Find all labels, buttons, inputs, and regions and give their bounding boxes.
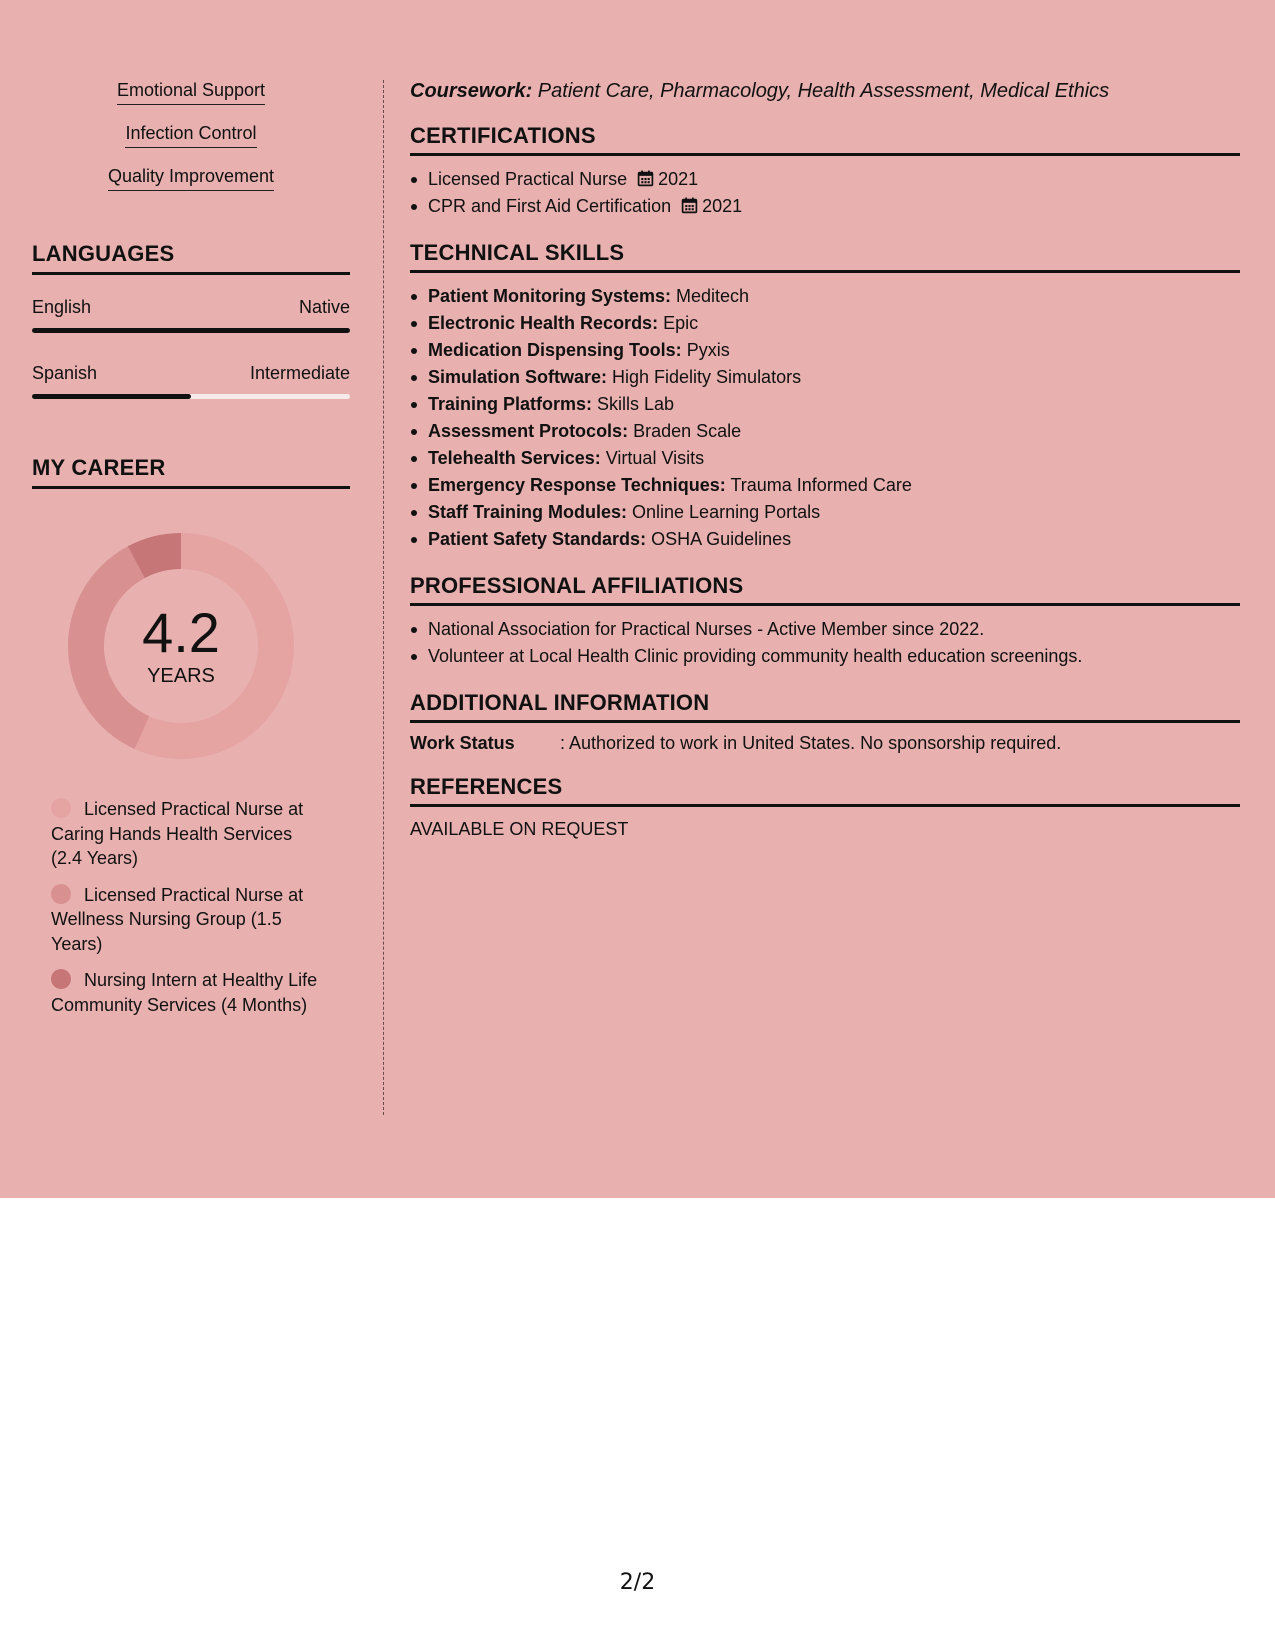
affiliations-title: PROFESSIONAL AFFILIATIONS xyxy=(410,573,1240,606)
career-unit: YEARS xyxy=(147,664,215,687)
language-bar-fill xyxy=(32,328,350,333)
career-legend xyxy=(32,797,322,1017)
certifications-title: CERTIFICATIONS xyxy=(410,123,1240,156)
legend-dot xyxy=(51,884,71,904)
calendar-icon xyxy=(681,197,698,214)
career-legend-item: Licensed Practical Nurse at Wellness Nursing Group (1.5 Years) xyxy=(51,884,304,954)
references-title: REFERENCES xyxy=(410,774,1240,807)
technical-skill-item: Emergency Response Techniques: Trauma Informed Care xyxy=(410,472,1240,499)
languages-list xyxy=(32,297,350,399)
column-divider xyxy=(383,80,384,1115)
skill-item: Infection Control xyxy=(32,123,350,148)
donut-center xyxy=(66,531,296,761)
coursework: Coursework: Patient Care, Pharmacology, Health Assessment, Medical Ethics xyxy=(410,80,1110,102)
technical-skill-item: Training Platforms: Skills Lab xyxy=(410,391,1240,418)
affiliation-item: National Association for Practical Nurses - Active Member since 2022. xyxy=(410,616,1240,643)
technical-skill-item: Patient Monitoring Systems: Meditech xyxy=(410,283,1240,310)
languages-title: LANGUAGES xyxy=(32,241,350,275)
language-name: Spanish xyxy=(32,363,98,383)
certifications-section xyxy=(410,123,1240,220)
work-status-value: : Authorized to work in United States. No sponsorship required. xyxy=(560,733,1062,753)
career-donut-chart xyxy=(66,531,296,761)
technical-skills-title: TECHNICAL SKILLS xyxy=(410,240,1240,273)
main-content xyxy=(410,80,1240,840)
legend-dot xyxy=(51,798,71,818)
language-row xyxy=(32,297,350,318)
additional-info-title: ADDITIONAL INFORMATION xyxy=(410,690,1240,723)
page-number: 2/2 xyxy=(619,1570,656,1595)
skills-list xyxy=(32,80,350,191)
career-total: 4.2 xyxy=(142,600,220,664)
certifications-list xyxy=(410,166,1240,220)
references-section xyxy=(410,774,1240,840)
legend-dot xyxy=(51,969,71,989)
technical-skill-item: Patient Safety Standards: OSHA Guidelines xyxy=(410,526,1240,553)
technical-skill-item: Assessment Protocols: Braden Scale xyxy=(410,418,1240,445)
affiliation-item: Volunteer at Local Health Clinic providing community health education screenings. xyxy=(410,643,1240,670)
career-legend-item: Nursing Intern at Healthy Life Community Services (4 Months) xyxy=(51,970,318,1015)
references-text: AVAILABLE ON REQUEST xyxy=(410,819,629,839)
technical-skill-item: Staff Training Modules: Online Learning Portals xyxy=(410,499,1240,526)
career-legend-item: Licensed Practical Nurse at Caring Hands Health Services (2.4 Years) xyxy=(51,799,304,868)
skill-item: Emotional Support xyxy=(32,80,350,105)
technical-skills-section xyxy=(410,240,1240,553)
work-status-row xyxy=(410,733,1240,754)
language-bar xyxy=(32,394,350,399)
certification-item: CPR and First Aid Certification 2021 xyxy=(410,193,1240,220)
affiliations-section xyxy=(410,573,1240,670)
skill-item: Quality Improvement xyxy=(32,166,350,191)
language-name: English xyxy=(32,297,92,317)
language-level: Native xyxy=(298,297,350,317)
sidebar xyxy=(32,80,350,1029)
certification-item: Licensed Practical Nurse 2021 xyxy=(410,166,1240,193)
language-bar-fill xyxy=(32,394,191,399)
technical-skills-list xyxy=(410,283,1240,553)
language-row xyxy=(32,363,350,384)
affiliations-list xyxy=(410,616,1240,670)
career-title: MY CAREER xyxy=(32,455,350,489)
language-bar xyxy=(32,328,350,333)
technical-skill-item: Electronic Health Records: Epic xyxy=(410,310,1240,337)
additional-info-section xyxy=(410,690,1240,754)
technical-skill-item: Medication Dispensing Tools: Pyxis xyxy=(410,337,1240,364)
technical-skill-item: Simulation Software: High Fidelity Simulators xyxy=(410,364,1240,391)
calendar-icon xyxy=(637,170,654,187)
technical-skill-item: Telehealth Services: Virtual Visits xyxy=(410,445,1240,472)
work-status-label: Work Status xyxy=(410,733,515,753)
language-level: Intermediate xyxy=(249,363,350,383)
